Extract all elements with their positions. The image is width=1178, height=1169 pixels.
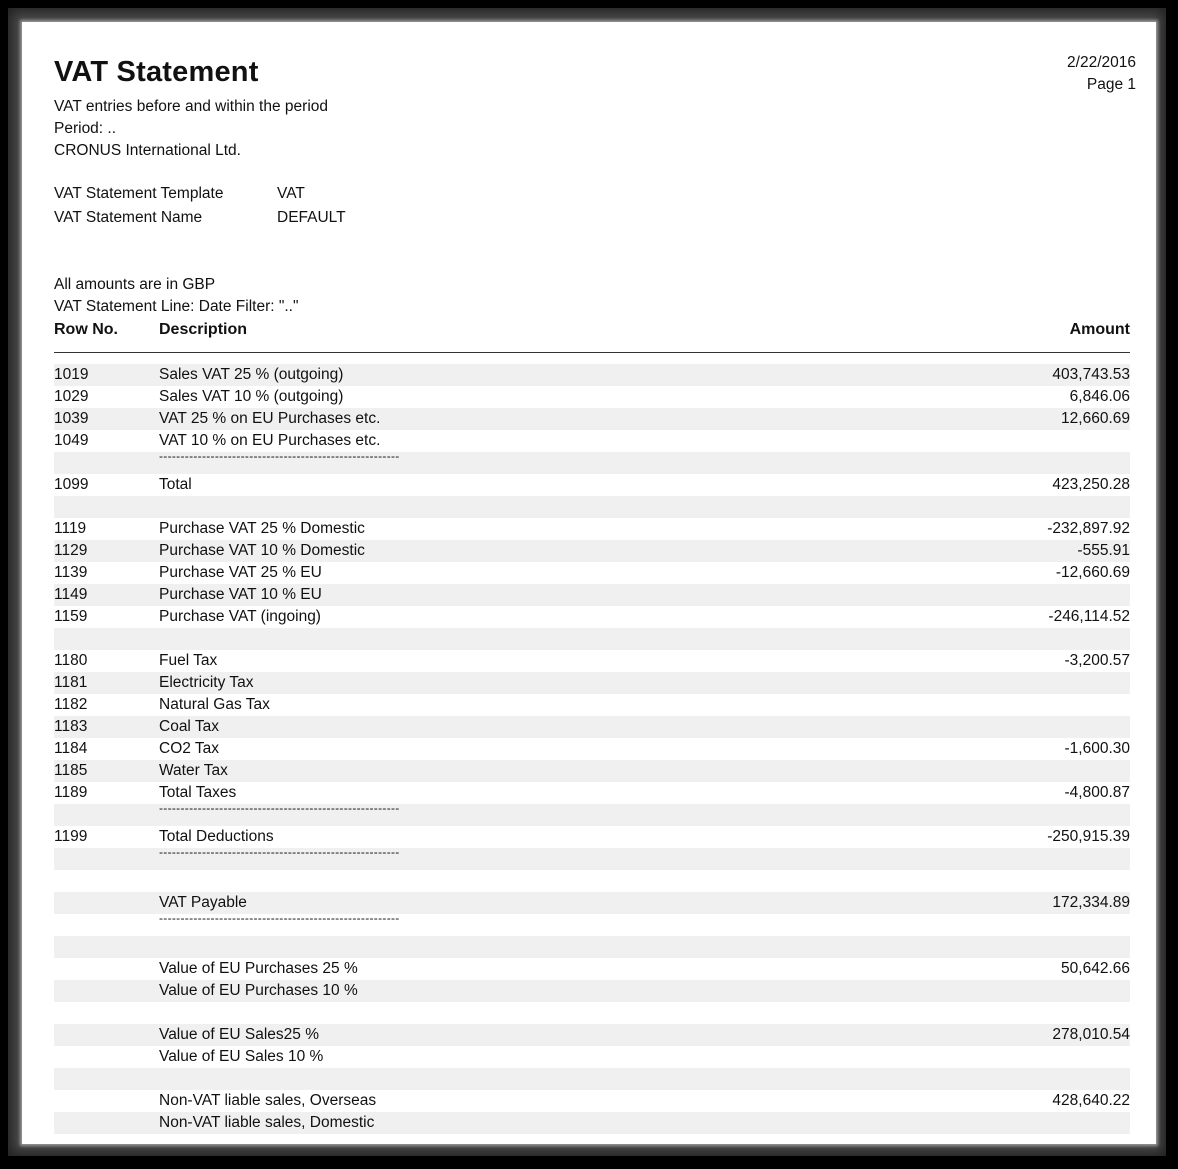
row-description: Value of EU Sales25 % <box>159 1026 319 1043</box>
table-row <box>54 1112 1130 1134</box>
row-amount: 50,642.66 <box>1061 960 1130 977</box>
table-row <box>54 760 1130 782</box>
row-number: 1129 <box>54 542 88 559</box>
row-number: 1139 <box>54 564 88 581</box>
row-description: VAT 25 % on EU Purchases etc. <box>159 410 381 427</box>
row-number: 1119 <box>54 520 87 537</box>
row-description: Non-VAT liable sales, Domestic <box>159 1114 375 1131</box>
table-row <box>54 801 1130 826</box>
dashed-separator: -------------------------------------------------------- <box>159 801 400 815</box>
table-row <box>54 936 1130 958</box>
row-amount: -232,897.92 <box>1047 520 1130 537</box>
table-row <box>54 540 1130 562</box>
table-row <box>54 980 1130 1002</box>
table-row <box>54 1068 1130 1090</box>
row-amount: -12,660.69 <box>1055 564 1130 581</box>
row-description: Total <box>159 476 192 493</box>
row-description: Value of EU Purchases 10 % <box>159 982 358 999</box>
report-subtitle: VAT entries before and within the period <box>54 98 328 115</box>
name-value: DEFAULT <box>277 209 346 226</box>
row-description: Purchase VAT 25 % Domestic <box>159 520 365 537</box>
row-number: 1189 <box>54 784 88 801</box>
row-number: 1039 <box>54 410 89 427</box>
row-description: Water Tax <box>159 762 228 779</box>
report-period: Period: .. <box>54 120 117 137</box>
filter-note: VAT Statement Line: Date Filter: ".." <box>54 298 299 315</box>
row-amount: 172,334.89 <box>1052 894 1130 911</box>
table-row <box>54 738 1130 760</box>
row-description: Value of EU Sales 10 % <box>159 1048 324 1065</box>
table-row <box>54 1002 1130 1024</box>
table-row <box>54 911 1130 936</box>
header-divider <box>54 352 1130 353</box>
table-row <box>54 606 1130 628</box>
row-number: 1159 <box>54 608 88 625</box>
row-amount: -250,915.39 <box>1047 828 1130 845</box>
row-description: Non-VAT liable sales, Overseas <box>159 1092 377 1109</box>
table-row <box>54 694 1130 716</box>
row-number: 1180 <box>54 652 88 669</box>
row-amount: 12,660.69 <box>1061 410 1130 427</box>
window-frame <box>8 8 1166 1156</box>
row-description: CO2 Tax <box>159 740 220 757</box>
table-row <box>54 870 1130 892</box>
table-row <box>54 584 1130 606</box>
row-amount: -3,200.57 <box>1064 652 1130 669</box>
report-notes <box>54 274 298 318</box>
row-description: VAT 10 % on EU Purchases etc. <box>159 432 381 449</box>
dashed-separator: -------------------------------------------------------- <box>159 845 400 859</box>
report-date: 2/22/2016 <box>1067 54 1136 71</box>
report-meta <box>54 96 328 162</box>
row-amount: 6,846.06 <box>1069 388 1130 405</box>
row-description: Fuel Tax <box>159 652 218 669</box>
name-label: VAT Statement Name <box>54 209 203 226</box>
company-name: CRONUS International Ltd. <box>54 142 241 159</box>
row-description: VAT Payable <box>159 894 247 911</box>
row-description: Total Deductions <box>159 828 274 845</box>
table-row <box>54 845 1130 870</box>
table-row <box>54 518 1130 540</box>
report-title: VAT Statement <box>54 56 259 88</box>
dashed-separator: -------------------------------------------------------- <box>159 911 400 925</box>
report-page <box>22 22 1156 1144</box>
row-description: Purchase VAT 10 % EU <box>159 586 322 603</box>
template-field <box>54 185 305 203</box>
dashed-separator: -------------------------------------------------------- <box>159 449 400 463</box>
row-amount: -4,800.87 <box>1064 784 1130 801</box>
name-field <box>54 209 346 227</box>
row-number: 1185 <box>54 762 88 779</box>
row-amount: 428,640.22 <box>1052 1092 1130 1109</box>
row-number: 1199 <box>54 828 88 845</box>
table-row <box>54 958 1130 980</box>
table-row <box>54 1090 1130 1112</box>
row-amount: -1,600.30 <box>1064 740 1130 757</box>
row-description: Total Taxes <box>159 784 237 801</box>
row-description: Purchase VAT 25 % EU <box>159 564 322 581</box>
table-row <box>54 474 1130 496</box>
row-number: 1182 <box>54 696 88 713</box>
column-description: Description <box>159 321 248 338</box>
row-number: 1184 <box>54 740 88 757</box>
row-amount: 423,250.28 <box>1052 476 1130 493</box>
template-label: VAT Statement Template <box>54 185 224 202</box>
row-amount: -555.91 <box>1077 542 1130 559</box>
row-number: 1029 <box>54 388 89 405</box>
row-number: 1183 <box>54 718 88 735</box>
row-amount: -246,114.52 <box>1048 608 1130 625</box>
row-amount: 278,010.54 <box>1052 1026 1130 1043</box>
row-description: Purchase VAT (ingoing) <box>159 608 321 625</box>
table-row <box>54 386 1130 408</box>
table-row <box>54 1024 1130 1046</box>
report-header-right <box>1067 52 1136 96</box>
row-description: Purchase VAT 10 % Domestic <box>159 542 365 559</box>
row-description: Natural Gas Tax <box>159 696 270 713</box>
row-description: Electricity Tax <box>159 674 254 691</box>
table-row <box>54 496 1130 518</box>
table-row <box>54 716 1130 738</box>
table-row <box>54 628 1130 650</box>
row-description: Sales VAT 25 % (outgoing) <box>159 366 344 383</box>
currency-note: All amounts are in GBP <box>54 276 216 293</box>
template-value: VAT <box>277 185 305 202</box>
row-description: Sales VAT 10 % (outgoing) <box>159 388 344 405</box>
table-row <box>54 449 1130 474</box>
row-number: 1099 <box>54 476 89 493</box>
table-row <box>54 1046 1130 1068</box>
page-number: Page 1 <box>1086 76 1136 93</box>
row-description: Coal Tax <box>159 718 220 735</box>
table-row <box>54 650 1130 672</box>
row-number: 1019 <box>54 366 89 383</box>
row-amount: 403,743.53 <box>1052 366 1130 383</box>
table-row <box>54 562 1130 584</box>
table-row <box>54 408 1130 430</box>
table-row <box>54 364 1130 386</box>
row-number: 1181 <box>54 674 88 691</box>
column-header <box>54 321 1130 343</box>
column-row-no: Row No. <box>54 321 118 338</box>
column-amount: Amount <box>1069 321 1130 338</box>
table-row <box>54 672 1130 694</box>
statement-lines <box>54 364 1130 1134</box>
row-number: 1049 <box>54 432 89 449</box>
row-description: Value of EU Purchases 25 % <box>159 960 358 977</box>
row-number: 1149 <box>54 586 88 603</box>
